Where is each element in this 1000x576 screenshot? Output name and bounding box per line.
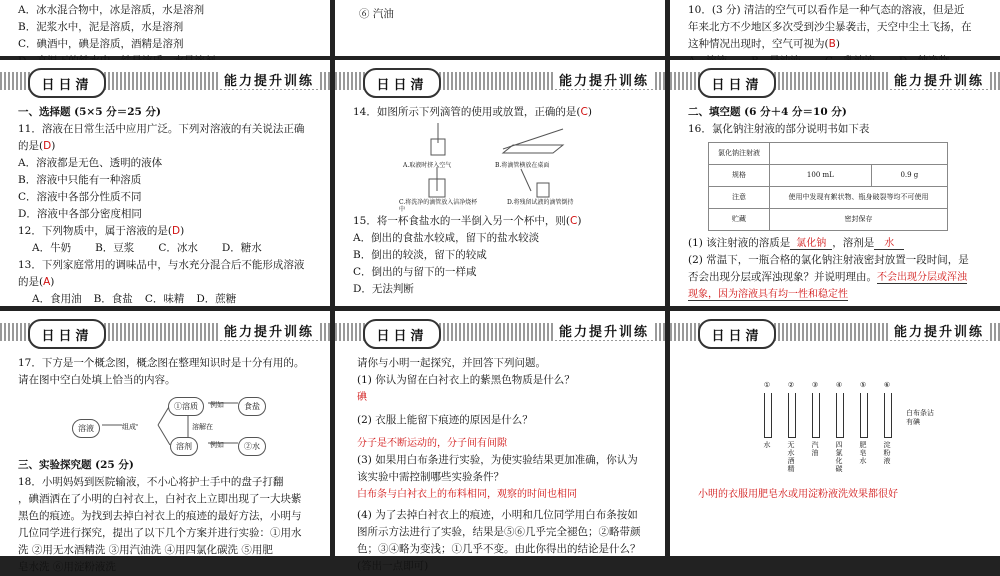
- table-cell: 注意: [709, 187, 770, 209]
- header-tag: 日日清: [28, 68, 106, 98]
- figure-label: A.取液时挤入空气: [403, 162, 452, 169]
- table-cell: 使用中发现有絮状物、瓶身破裂等均不可使用: [769, 187, 947, 209]
- header-title: 能力提升训练: [888, 70, 990, 89]
- map-link: 例如: [210, 401, 224, 409]
- option: A．溶液都是无色、透明的液体: [18, 157, 163, 169]
- panel-top-left: [0, 0, 330, 56]
- tube-number: ⑥: [883, 381, 891, 389]
- panel-concept-map: [0, 311, 330, 573]
- panel-header: [670, 311, 1000, 351]
- option: C．溶液中各部分性质不同: [18, 191, 142, 203]
- handwritten-answer: A: [43, 276, 51, 288]
- handwritten-answer: D: [43, 140, 52, 152]
- handwritten-answer: C: [569, 215, 578, 227]
- q18-text: ，碘酒洒在了小明的白衬衣上，白衬衣上立即出现了一大块紫: [18, 493, 302, 505]
- q18-text: 几位同学进行探究，提出了以下几个方案并进行实验：①用水: [18, 527, 302, 539]
- figure-label: B.将滴管横放在桌面: [495, 162, 550, 169]
- handwritten-answer: B: [828, 38, 836, 50]
- q12-text: 12．下列物质中，属于溶液的是(: [18, 225, 172, 237]
- panel-header: [0, 311, 330, 351]
- handwritten-answer: 不会出现分层或浑浊: [877, 272, 967, 283]
- handwritten-answer: 白布条与白衬衣上的布料相同，观察的时间也相同: [357, 489, 577, 500]
- question-text: (2) 衣服上能留下痕迹的原因是什么？: [357, 414, 533, 426]
- header-title: 能力提升训练: [888, 321, 990, 340]
- map-node: 溶液: [72, 419, 100, 438]
- question-text: (1) 你认为留在白衬衣上的紫黑色物质是什么？: [357, 374, 575, 386]
- map-link: 例如: [210, 441, 224, 449]
- figure-label: C.将洗净的滴管放入洁净烧杯中: [399, 199, 478, 213]
- q11-text: 11．溶液在日常生活中应用广泛。下列对溶液的有关说法正确: [18, 123, 305, 135]
- panel-test-tubes: [670, 311, 1000, 556]
- handwritten-answer: 现象，因为溶液具有均一性和稳定性: [688, 289, 848, 300]
- q16-1-text: (1) 该注射液的溶质是: [688, 237, 791, 249]
- q13-text: ): [50, 276, 55, 288]
- intro-text: 请你与小明一起探究，并回答下列问题。: [357, 357, 546, 369]
- tube-label: 汽油: [811, 441, 819, 457]
- handwritten-answer: 分子是不断运动的，分子间有间隙: [357, 438, 507, 449]
- figure-label: D.将残留试液的滴管倒持: [507, 199, 574, 206]
- dropper-figure: [399, 121, 655, 213]
- q13-text: 的是(: [18, 276, 44, 288]
- tube-label: 肥皂水: [859, 441, 867, 465]
- tube-number: ②: [787, 381, 795, 389]
- q16-2-text: (2) 常温下，一瓶合格的氯化钠注射液密封放置一段时间，是: [688, 254, 969, 266]
- q10-text: 年来北方不少地区多次受到沙尘暴袭击，天空中尘土飞扬，在: [688, 21, 972, 33]
- question-text: (3) 如果用白布条进行实验，为使实验结果更加准确，你认为: [357, 454, 638, 466]
- test-tube-figure: [760, 381, 960, 491]
- option: A．倒出的食盐水较咸，留下的盐水较淡: [353, 232, 540, 244]
- instruction-table: [708, 142, 948, 231]
- map-node: ①溶质: [168, 397, 204, 416]
- tube-label: 水: [763, 441, 771, 449]
- header-title: 能力提升训练: [553, 321, 655, 340]
- test-tubes: [760, 393, 900, 437]
- q16-1-text: ，溶剂是: [832, 237, 875, 249]
- tube-label: 无水酒精: [787, 441, 795, 473]
- q18-text: 洗 ②用无水酒精洗 ③用汽油洗 ④用四氯化碳洗 ⑤用肥: [18, 544, 273, 556]
- header-title: 能力提升训练: [553, 70, 655, 89]
- q16-2-text: 否会出现分层或浑浊现象？并说明理由。: [688, 271, 877, 283]
- header-tag: 日日清: [363, 319, 441, 349]
- q13-text: 13．下列家庭常用的调味品中，与水充分混合后不能形成溶液: [18, 259, 305, 271]
- handwritten-answer: 氯化钠: [790, 238, 832, 250]
- q11-text: 的是(: [18, 140, 44, 152]
- text-line: B．泥浆水中，泥是溶质，水是溶剂: [18, 21, 184, 33]
- q10-text: 10．(3 分) 清洁的空气可以看作是一种气态的溶液，但是近: [688, 4, 965, 16]
- header-tag: 日日清: [363, 68, 441, 98]
- tube-number: ⑤: [859, 381, 867, 389]
- map-node: 溶剂: [170, 437, 198, 456]
- q13-options: A．食用油 B．食盐 C．味精 D．蔗糖: [32, 293, 237, 305]
- q12-options: A．牛奶 B．豆浆 C．冰水 D．糖水: [32, 242, 262, 254]
- q14-text: 14．如图所示下列滴管的使用或放置，正确的是(: [353, 106, 581, 118]
- q15-text: ): [577, 215, 582, 227]
- header-tag: 日日清: [698, 319, 776, 349]
- q16-text: 16．氯化钠注射液的部分说明书如下表: [688, 123, 870, 135]
- q12-text: ): [180, 225, 185, 237]
- handwritten-answer: 碘: [357, 392, 367, 403]
- text-line: C．碘酒中，碘是溶质，酒精是溶剂: [18, 38, 184, 50]
- panel-header: [670, 60, 1000, 100]
- header-tag: 日日清: [698, 68, 776, 98]
- q18-text: 黑色的痕迹。为找到去掉白衬衣上的痕迹的最好方法，小明与: [18, 510, 302, 522]
- table-cell: 贮藏: [709, 209, 770, 231]
- option: C．倒出的与留下的一样咸: [353, 266, 477, 278]
- header-tag: 日日清: [28, 319, 106, 349]
- panel-fill-questions: [670, 60, 1000, 306]
- panel-header: [0, 60, 330, 100]
- table-cell: 100 mL: [769, 165, 871, 187]
- q18-text: 18．小明妈妈到医院输液，不小心将护士手中的盘子打翻: [18, 476, 284, 488]
- text-line: A．冰水混合物中，冰是溶质，水是溶剂: [18, 4, 205, 16]
- panel-top-middle: [335, 0, 665, 56]
- header-title: 能力提升训练: [218, 70, 320, 89]
- handwritten-answer: C: [580, 106, 588, 118]
- q10-text: ): [835, 38, 840, 50]
- tube-number: ①: [763, 381, 771, 389]
- map-link: 组成: [122, 419, 136, 436]
- option: D．溶液中各部分密度相同: [18, 208, 142, 220]
- question-text: 色；③④略为变浅；①几乎不变。由此你得出的结论是什么？: [357, 543, 641, 555]
- panel-choice-questions: [0, 60, 330, 306]
- q18-text: 皂水洗 ⑥用淀粉液洗: [18, 561, 116, 573]
- panel-header: [335, 60, 665, 100]
- section-title: 三、实验探究题 (25 分): [18, 459, 134, 471]
- map-node: 食盐: [238, 397, 266, 416]
- table-cell: 规格: [709, 165, 770, 187]
- q17-text: 17．下方是一个概念图，概念图在整理知识时是十分有用的。: [18, 357, 305, 369]
- tube-number: ③: [811, 381, 819, 389]
- option: D．无法判断: [353, 283, 414, 295]
- question-text: 该实验中需控制哪些实验条件？: [357, 471, 504, 483]
- section-title: 二、填空题 (6 分＋4 分＝10 分): [688, 106, 847, 118]
- q15-text: 15．将一杯食盐水的一半倒入另一个杯中，则(: [353, 215, 570, 227]
- handwritten-answer: 小明的衣服用肥皂水或用淀粉液洗效果都很好: [698, 489, 898, 500]
- handwritten-answer: 水: [874, 238, 904, 250]
- table-cell: 密封保存: [769, 209, 947, 231]
- panel-dropper-question: [335, 60, 665, 306]
- map-node: ②水: [238, 437, 266, 456]
- section-title: 一、选择题 (5×5 分＝25 分): [18, 106, 161, 118]
- header-title: 能力提升训练: [218, 321, 320, 340]
- q17-text: 请在图中空白处填上恰当的内容。: [18, 374, 176, 386]
- table-cell: 0.9 g: [871, 165, 947, 187]
- tube-label: 四氯化碳: [835, 441, 843, 473]
- panel-top-right: [670, 0, 1000, 56]
- q11-text: ): [51, 140, 56, 152]
- option: B．倒出的较淡，留下的较咸: [353, 249, 487, 261]
- text-line: ⑥ 汽油: [359, 8, 394, 20]
- option: B．溶液中只能有一种溶质: [18, 174, 142, 186]
- question-text: (4) 为了去掉白衬衣上的痕迹，小明和几位同学用白布条按如: [357, 509, 638, 521]
- concept-map: [58, 393, 320, 453]
- panel-header: [335, 311, 665, 351]
- q14-text: ): [587, 106, 592, 118]
- table-cell: 氯化钠注射液: [709, 143, 770, 165]
- map-link: 溶解在: [192, 423, 213, 431]
- q10-text: 这种情况出现时，空气可视为(: [688, 38, 829, 50]
- side-label: 白布条沾有碘: [906, 409, 934, 426]
- tube-label: 淀粉液: [883, 441, 891, 465]
- handwritten-answer: D: [171, 225, 181, 237]
- tube-number: ④: [835, 381, 843, 389]
- question-text: 图所示方法进行了实验，结果是⑤⑥几乎完全褪色；②略带颜: [357, 526, 641, 538]
- panel-experiment-questions: [335, 311, 665, 572]
- question-text: (答出一点即可): [357, 560, 429, 572]
